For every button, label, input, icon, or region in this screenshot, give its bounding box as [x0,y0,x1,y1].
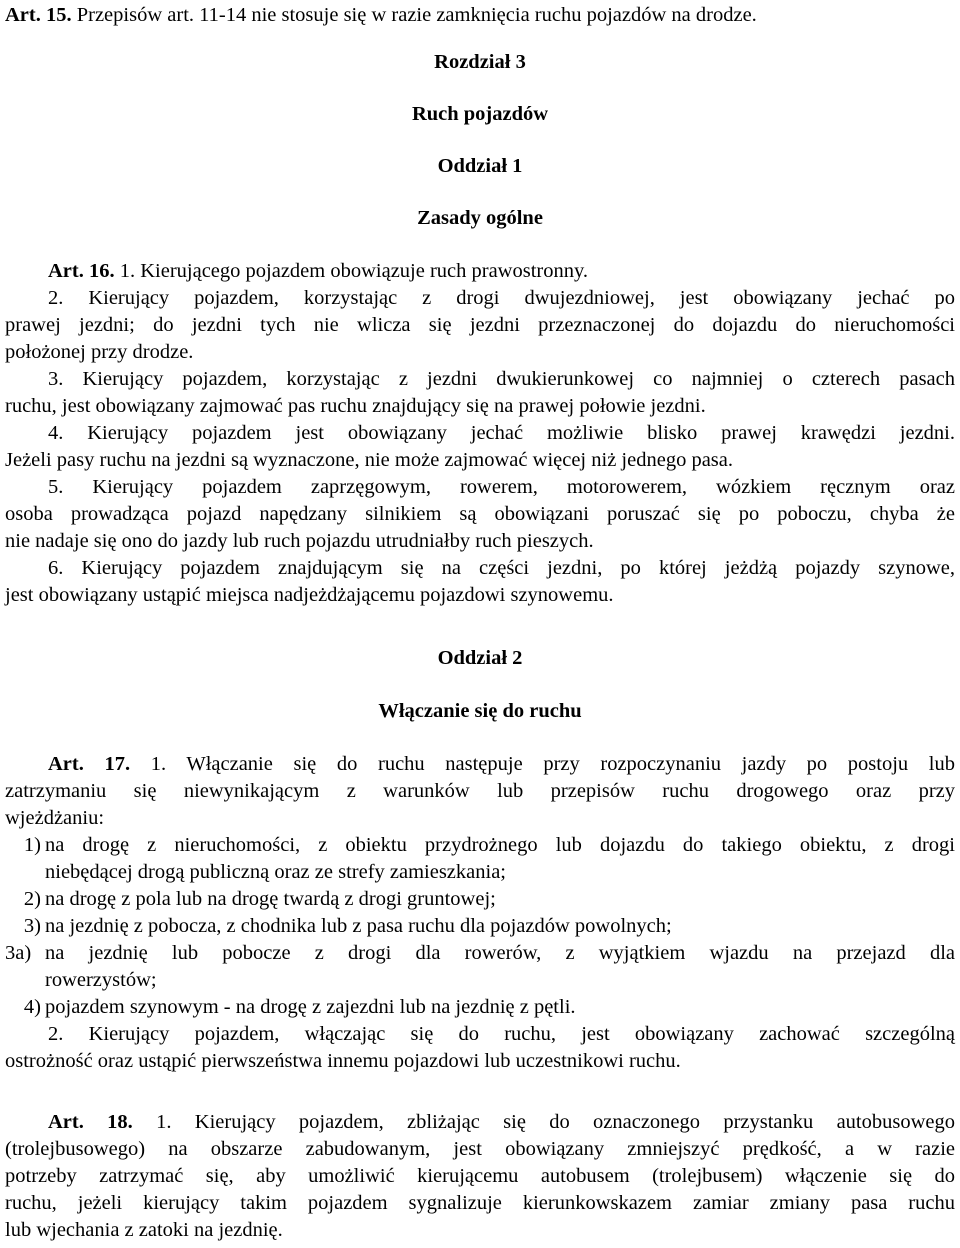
paragraph-line: potrzeby zatrzymać się, aby umożliwić kierującemu autobusem (trolejbusem) włączenie się do [5,1165,955,1187]
paragraph-line: lub wjechania z zatoki na jezdnię. [5,1219,283,1241]
paragraph-line: (trolejbusowego) na obszarze zabudowanym, jest obowiązany zmniejszyć prędkość, a w razie [5,1138,955,1160]
list-item-number: 3a) [5,942,32,964]
list-item-number: 1) [23,834,41,856]
paragraph-line: jest obowiązany ustąpić miejsca nadjeżdżającemu pojazdowi szynowemu. [5,584,614,606]
paragraph-line: 1. Kierujący pojazdem, zbliżając się do oznaczonego przystanku autobusowego [156,1111,956,1133]
paragraph-line: prawej jezdni; do jezdni tych nie wlicza się jezdni przeznaczonej do dojazdu do nieruchomości [5,314,955,336]
list-item-line: na jezdnię z pobocza, z chodnika lub z pasa ruchu dla pojazdów powolnych; [45,915,672,937]
paragraph-1: 1. Kierującego pojazdem obowiązuje ruch prawostronny. [119,260,589,282]
section-number: Oddział 1 [437,155,523,177]
paragraph-line: 2. Kierujący pojazdem, korzystając z drogi dwujezdniowej, jest obowiązany jechać po [48,287,955,309]
paragraph-line: 6. Kierujący pojazdem znajdującym się na części jezdni, po której jeżdżą pojazdy szynowe, [48,557,955,579]
section-title: Zasady ogólne [417,207,543,229]
paragraph-line: osoba prowadząca pojazd napędzany silnikiem są obowiązani poruszać się po poboczu, chyba że [5,503,955,525]
section-title: Włączanie się do ruchu [378,700,582,722]
paragraph-line: położonej przy drodze. [5,341,194,363]
list-item-number: 2) [23,888,41,910]
article-number: Art. 15. [5,4,72,26]
list-item [5,832,955,886]
article-number: Art. 17. [48,753,131,775]
paragraph-1 [5,1109,955,1244]
article-text: Przepisów art. 11-14 nie stosuje się w razie zamknięcia ruchu pojazdów na drodze. [76,4,757,26]
paragraph-line: 4. Kierujący pojazdem jest obowiązany jechać możliwie blisko prawej krawędzi jezdni. [48,422,955,444]
list-item-number: 4) [23,996,41,1018]
paragraph-4 [5,420,955,474]
paragraph-line: ruchu, jeżeli kierujący takim pojazdem sygnalizuje kierunkowskazem zamiar zmiany pasa ruchu [5,1192,955,1214]
list-item [5,940,955,994]
article-18 [5,1109,955,1244]
paragraph-line: 2. Kierujący pojazdem, włączając się do ruchu, jest obowiązany zachować szczególną [48,1023,955,1045]
chapter-title: Ruch pojazdów [411,103,549,125]
list-item-line: na drogę z pola lub na drogę twardą z drogi gruntowej; [45,888,496,910]
list-item-line: na jezdnię lub pobocze z drogi dla rowerów, z wyjątkiem wjazdu na przejazd dla [45,942,955,964]
list-item [5,994,955,1021]
section-number: Oddział 2 [437,647,523,669]
paragraph-line: ostrożność oraz ustąpić pierwszeństwa innemu pojazdowi lub uczestnikowi ruchu. [5,1050,681,1072]
paragraph-line: zatrzymaniu się niewynikającym z warunków lub przepisów ruchu drogowego oraz przy [5,780,955,802]
article-15 [5,2,955,29]
article-number: Art. 16. [48,260,115,282]
paragraph-2 [5,285,955,366]
paragraph-line: 5. Kierujący pojazdem zaprzęgowym, rowerem, motorowerem, wózkiem ręcznym oraz [48,476,955,498]
paragraph-6 [5,555,955,609]
paragraph-line: 3. Kierujący pojazdem, korzystając z jezdni dwukierunkowej co najmniej o czterech pasach [48,368,955,390]
paragraph-2 [5,1021,955,1075]
list-item-line: pojazdem szynowym - na drogę z zajezdni lub na jezdnię z pętli. [45,996,576,1018]
paragraph-1 [5,751,955,832]
chapter-number: Rozdział 3 [434,51,526,73]
list-item-line: rowerzystów; [45,969,157,991]
list-item-line: na drogę z nieruchomości, z obiektu przydrożnego lub dojazdu do takiego obiektu, z drogi [45,834,955,856]
list-item-line: niebędącej drogą publiczną oraz ze strefy zamieszkania; [45,861,506,883]
article-17 [5,751,955,1075]
paragraph-line: nie nadaje się ono do jazdy lub ruch pojazdu utrudniałby ruch pieszych. [5,530,594,552]
paragraph-line: Jeżeli pasy ruchu na jezdni są wyznaczone, nie może zajmować więcej niż jednego pasa. [5,449,733,471]
list-item-number: 3) [23,915,41,937]
list-item [5,886,955,913]
article-number: Art. 18. [48,1111,133,1133]
paragraph-line: wjeżdżaniu: [5,807,105,829]
paragraph-5 [5,474,955,555]
paragraph-3 [5,366,955,420]
list-item [5,913,955,940]
article-16 [5,258,955,609]
paragraph-line: 1. Włączanie się do ruchu następuje przy rozpoczynaniu jazdy po postoju lub [150,753,955,775]
paragraph-line: ruchu, jest obowiązany zajmować pas ruchu znajdujący się na prawej połowie jezdni. [5,395,706,417]
